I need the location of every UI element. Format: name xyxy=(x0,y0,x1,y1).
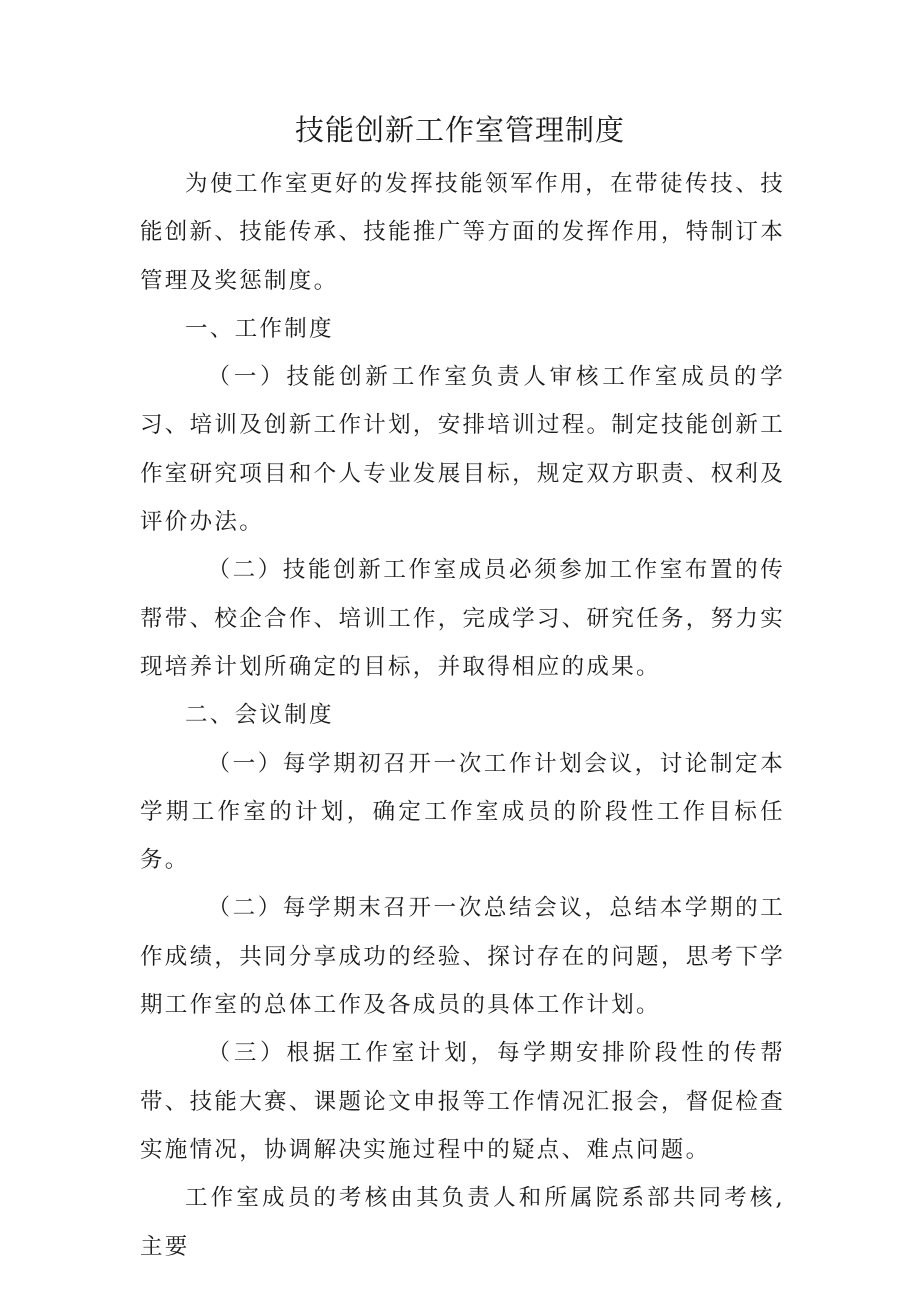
document-body xyxy=(140,160,785,1271)
meeting-system-item-3: （三）根据工作室计划，每学期安排阶段性的传帮带、技能大赛、课题论文申报等工作情况汇报会，督促检查实施情况，协调解决实施过程中的疑点、难点问题。 xyxy=(140,1040,785,1163)
meeting-system-item-2: （二）每学期末召开一次总结会议，总结本学期的工作成绩，共同分享成功的经验、探讨存在的问题，思考下学期工作室的总体工作及各成员的具体工作计划。 xyxy=(140,895,785,1019)
work-system-item-1: （一）技能创新工作室负责人审核工作室成员的学习、培训及创新工作计划，安排培训过程。制定技能创新工作室研究项目和个人专业发展目标，规定双方职责、权利及评价办法。 xyxy=(140,364,785,536)
meeting-system-item-1: （一）每学期初召开一次工作计划会议，讨论制定本学期工作室的计划，确定工作室成员的阶段性工作目标任务。 xyxy=(140,750,785,874)
section-heading-work-system: 一、工作制度 xyxy=(185,315,334,342)
assessment-paragraph: 工作室成员的考核由其负责人和所属院系部共同考核,主要 xyxy=(140,1185,785,1260)
work-system-item-2: （二）技能创新工作室成员必须参加工作室布置的传帮带、校企合作、培训工作，完成学习、研究任务，努力实现培养计划所确定的目标，并取得相应的成果。 xyxy=(140,557,785,680)
intro-paragraph: 为使工作室更好的发挥技能领军作用，在带徒传技、技能创新、技能传承、技能推广等方面的发挥作用，特制订本管理及奖惩制度。 xyxy=(140,171,785,294)
document-title: 技能创新工作室管理制度 xyxy=(294,113,625,147)
section-heading-meeting-system: 二、会议制度 xyxy=(185,702,334,729)
